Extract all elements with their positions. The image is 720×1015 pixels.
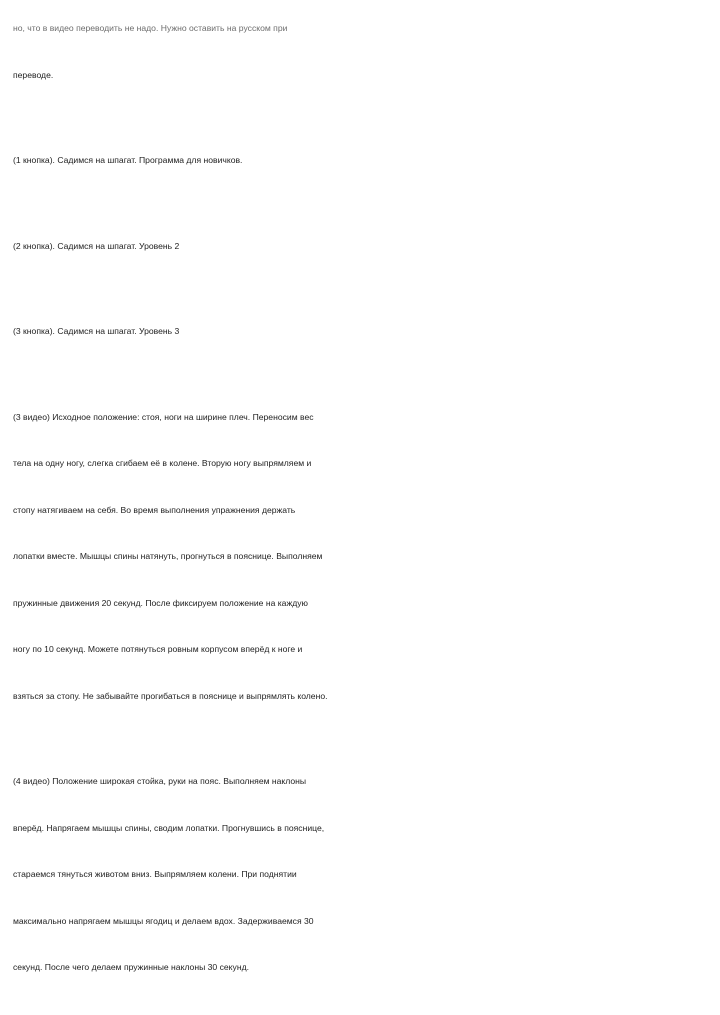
video-3-paragraph <box>13 379 393 736</box>
video-4-line: вперёд. Напрягаем мышцы спины, сводим лопатки. Прогнувшись в пояснице, <box>13 822 325 833</box>
video-3-line: пружинные движения 20 секунд. После фиксируем положение на каждую <box>13 597 308 608</box>
video-3-line: (3 видео) Исходное положение: стоя, ноги на ширине плеч. Переносим вес <box>13 411 314 422</box>
video-4-line: (4 видео) Положение широкая стойка, руки на пояс. Выполняем наклоны <box>13 776 307 786</box>
button-1-paragraph <box>13 122 393 200</box>
document-body <box>13 0 393 1015</box>
video-3-line: взяться за стопу. Не забывайте прогибаться в пояснице и выпрямлять колено. <box>13 690 328 701</box>
video-4-line: максимально напрягаем мышцы ягодиц и делаем вдох. Задерживаемся 30 <box>13 915 314 926</box>
video-4-line: стараемся тянуться животом вниз. Выпрямляем колени. При поднятии <box>13 869 297 879</box>
button-3-paragraph <box>13 293 393 371</box>
button-3-text: (3 кнопка). Садимся на шпагат. Уровень 3 <box>13 326 180 336</box>
video-3-line: лопатки вместе. Мышцы спины натянуть, прогнуться в пояснице. Выполняем <box>13 551 323 561</box>
video-3-line: тела на одну ногу, слегка сгибаем её в колене. Вторую ногу выпрямляем и <box>13 458 312 468</box>
button-2-paragraph <box>13 208 393 286</box>
button-2-text: (2 кнопка). Садимся на шпагат. Уровень 2 <box>13 240 180 251</box>
intro-line: переводе. <box>13 69 54 80</box>
button-1-text: (1 кнопка). Садимся на шпагат. Программа для новичков. <box>13 155 243 165</box>
video-4-paragraph <box>13 743 393 1007</box>
video-3-line: ногу по 10 секунд. Можете потянуться ровным корпусом вперёд к ноге и <box>13 644 303 654</box>
video-3-line: стопу натягиваем на себя. Во время выполнения упражнения держать <box>13 504 296 515</box>
intro-line: но, что в видео переводить не надо. Нужно оставить на русском при <box>13 23 288 33</box>
intro-paragraph <box>13 0 393 114</box>
video-4-line: секунд. После чего делаем пружинные наклоны 30 секунд. <box>13 962 249 972</box>
